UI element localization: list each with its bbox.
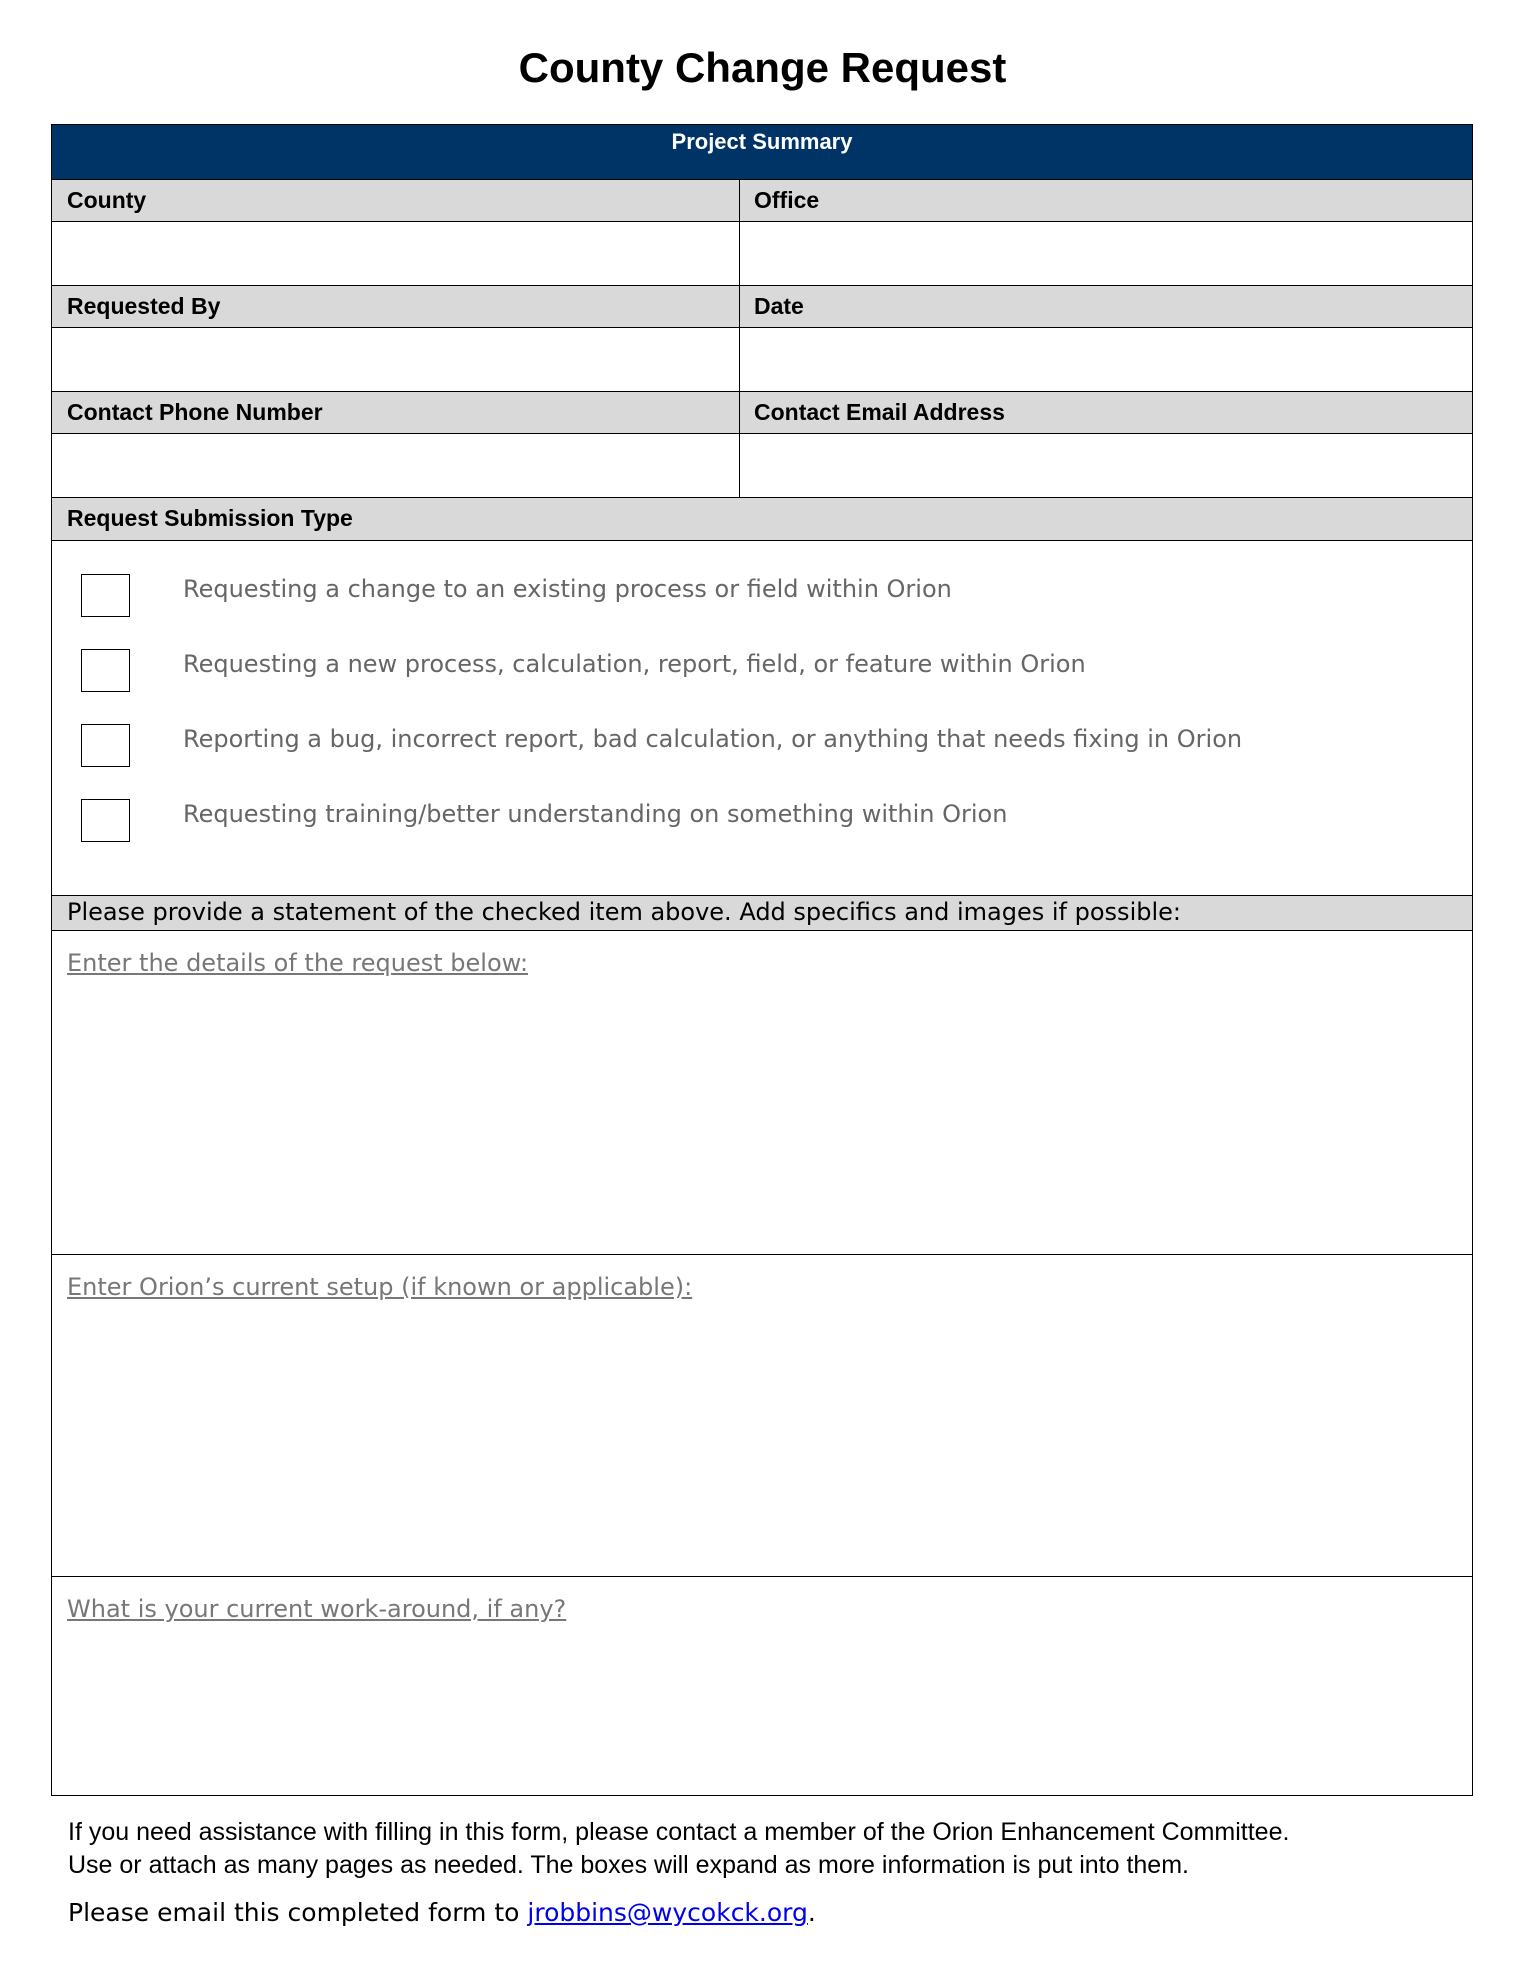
office-label: Office	[739, 180, 1472, 221]
phone-field[interactable]	[52, 434, 739, 497]
date-label: Date	[739, 286, 1472, 327]
request-details-input[interactable]	[67, 991, 1457, 1244]
change-existing-checkbox[interactable]	[81, 574, 130, 617]
submission-type-header: Request Submission Type	[52, 497, 1472, 541]
request-details-area	[52, 931, 1472, 1255]
email-suffix: .	[807, 1898, 816, 1927]
assistance-note	[68, 1816, 1488, 1882]
current-setup-area	[52, 1255, 1472, 1577]
assistance-line: If you need assistance with filling in this form, please contact a member of the Orion Enhancement Committee.	[68, 1818, 1290, 1846]
current-setup-prompt: Enter Orion’s current setup (if known or applicable):	[67, 1273, 693, 1301]
email-field[interactable]	[739, 434, 1472, 497]
statement-header: Please provide a statement of the checked item above. Add specifics and images if possible:	[52, 895, 1472, 931]
submission-option	[52, 799, 1472, 849]
option-label: Reporting a bug, incorrect report, bad calculation, or anything that needs fixing in Orion	[183, 725, 1243, 753]
email-prefix: Please email this completed form to	[68, 1898, 528, 1927]
new-feature-checkbox[interactable]	[81, 649, 130, 692]
requested-by-label: Requested By	[67, 293, 221, 319]
email-link[interactable]: jrobbins@wycokck.org	[527, 1898, 808, 1927]
contact-header-row	[52, 391, 1472, 434]
requested-by-field[interactable]	[52, 328, 739, 391]
change-request-form	[51, 124, 1473, 1796]
current-setup-input[interactable]	[67, 1315, 1457, 1566]
requested-date-header-row	[52, 285, 1472, 328]
option-label: Requesting training/better understanding on something within Orion	[183, 800, 1008, 828]
option-label: Requesting a change to an existing process or field within Orion	[183, 575, 952, 603]
submission-option	[52, 574, 1472, 624]
request-details-prompt: Enter the details of the request below:	[67, 949, 529, 977]
county-field[interactable]	[52, 222, 739, 285]
email-instruction	[68, 1898, 816, 1927]
workaround-prompt: What is your current work-around, if any?	[67, 1595, 567, 1623]
workaround-area	[52, 1577, 1472, 1795]
phone-label: Contact Phone Number	[67, 399, 323, 425]
date-field[interactable]	[739, 328, 1472, 391]
contact-value-row	[52, 434, 1472, 497]
county-label: County	[67, 187, 147, 213]
project-summary-banner: Project Summary	[52, 125, 1472, 180]
requested-date-value-row	[52, 328, 1472, 391]
option-label: Requesting a new process, calculation, report, field, or feature within Orion	[183, 650, 1086, 678]
office-field[interactable]	[739, 222, 1472, 285]
submission-option	[52, 724, 1472, 774]
training-checkbox[interactable]	[81, 799, 130, 842]
email-label: Contact Email Address	[739, 392, 1472, 433]
workaround-input[interactable]	[67, 1637, 1457, 1785]
county-office-value-row	[52, 222, 1472, 285]
pages-note-line: Use or attach as many pages as needed. The boxes will expand as more information is put into them.	[68, 1851, 1189, 1879]
submission-option	[52, 649, 1472, 699]
page-title: County Change Request	[518, 44, 1007, 91]
county-office-header-row	[52, 179, 1472, 222]
bug-report-checkbox[interactable]	[81, 724, 130, 767]
